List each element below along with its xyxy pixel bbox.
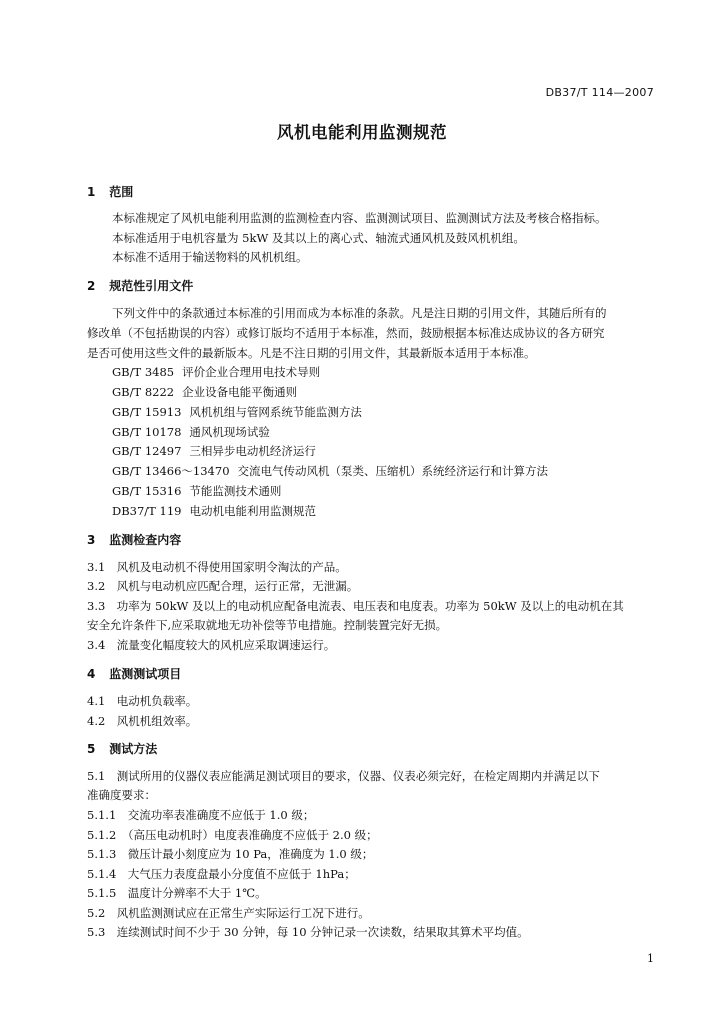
reference-code: GB/T 12497 bbox=[112, 444, 182, 458]
clause-line: 5.2 风机监测测试应在正常生产实际运行工况下进行。 bbox=[87, 906, 370, 920]
reference-item bbox=[112, 503, 316, 519]
clause-line: 3.3 功率为 50kW 及以上的电动机应配备电流表、电压表和电度表。功率为 50kW 及以上的电动机在其 bbox=[87, 599, 624, 613]
page-title: 风机电能利用监测规范 bbox=[277, 123, 447, 142]
reference-name: 节能监测技术通则 bbox=[189, 484, 282, 498]
reference-name: 评价企业合理用电技术导则 bbox=[182, 365, 321, 379]
refs-intro-line-1: 下列文件中的条款通过本标准的引用而成为本标准的条款。凡是注日期的引用文件，其随后所有的 bbox=[112, 306, 607, 320]
section-title: 监测测试项目 bbox=[109, 667, 182, 681]
clause-line: 5.1 测试所用的仪器仪表应能满足测试项目的要求，仪器、仪表必须完好，在检定周期内并满足以下 bbox=[87, 769, 600, 783]
reference-name: 交流电气传动风机（泵类、压缩机）系统经济运行和计算方法 bbox=[237, 464, 549, 478]
clause-line: 3.4 流量变化幅度较大的风机应采取调速运行。 bbox=[87, 638, 336, 652]
scope-line-1: 本标准规定了风机电能利用监测的监测检查内容、监测测试项目、监测测试方法及考核合格指标。 bbox=[112, 211, 607, 225]
section-title: 测试方法 bbox=[109, 742, 158, 756]
reference-code: GB/T 8222 bbox=[112, 385, 175, 399]
clause-line: 5.3 连续测试时间不少于 30 分钟，每 10 分钟记录一次读数，结果取其算术平均值。 bbox=[87, 925, 529, 939]
reference-item bbox=[112, 384, 297, 400]
reference-name: 风机机组与管网系统节能监测方法 bbox=[189, 405, 362, 419]
clause-line: 安全允许条件下,应采取就地无功补偿等节电措施。控制装置完好无损。 bbox=[87, 618, 448, 632]
scope-line-2: 本标准适用于电机容量为 5kW 及其以上的离心式、轴流式通风机及鼓风机机组。 bbox=[112, 231, 525, 245]
clause-line: 5.1.5 温度计分辨率不大于 1℃。 bbox=[87, 886, 267, 900]
standard-code: DB37/T 114—2007 bbox=[545, 86, 654, 99]
clause-line: 3.2 风机与电动机应匹配合理，运行正常，无泄漏。 bbox=[87, 579, 359, 593]
clause-line: 5.1.1 交流功率表准确度不应低于 1.0 级； bbox=[87, 808, 315, 822]
reference-code: GB/T 13466～13470 bbox=[112, 464, 230, 478]
section-2-heading bbox=[87, 277, 193, 294]
section-1-heading bbox=[87, 183, 133, 200]
section-number: 5 bbox=[87, 742, 96, 756]
section-title: 规范性引用文件 bbox=[109, 279, 194, 293]
section-number: 3 bbox=[87, 533, 96, 547]
clause-line: 5.1.4 大气压力表度盘最小分度值不应低于 1hPa； bbox=[87, 867, 356, 881]
reference-item bbox=[112, 364, 320, 380]
clause-line: 4.2 风机机组效率。 bbox=[87, 714, 198, 728]
clause-line: 5.1.3 微压计最小刻度应为 10 Pa，准确度为 1.0 级； bbox=[87, 847, 374, 861]
reference-name: 三相异步电动机经济运行 bbox=[189, 444, 316, 458]
section-title: 范围 bbox=[109, 185, 134, 199]
reference-item bbox=[112, 443, 316, 459]
section-number: 4 bbox=[87, 667, 96, 681]
reference-code: GB/T 10178 bbox=[112, 425, 182, 439]
section-number: 1 bbox=[87, 185, 96, 199]
clause-line: 准确度要求： bbox=[87, 788, 156, 802]
reference-item bbox=[112, 424, 270, 440]
reference-code: GB/T 15913 bbox=[112, 405, 182, 419]
section-4-heading bbox=[87, 665, 181, 682]
reference-item bbox=[112, 483, 281, 499]
reference-code: GB/T 15316 bbox=[112, 484, 182, 498]
page-number: 1 bbox=[647, 952, 654, 965]
clause-line: 5.1.2 （高压电动机时）电度表准确度不应低于 2.0 级； bbox=[87, 828, 378, 842]
reference-name: 通风机现场试验 bbox=[189, 425, 270, 439]
section-title: 监测检查内容 bbox=[109, 533, 182, 547]
reference-item bbox=[112, 463, 548, 479]
reference-code: GB/T 3485 bbox=[112, 365, 175, 379]
reference-name: 电动机电能利用监测规范 bbox=[189, 504, 316, 518]
refs-intro-line-2: 修改单（不包括勘误的内容）或修订版均不适用于本标准，然而，鼓励根据本标准达成协议的各方研究 bbox=[87, 326, 605, 340]
reference-name: 企业设备电能平衡通则 bbox=[182, 385, 298, 399]
section-3-heading bbox=[87, 531, 181, 548]
refs-intro-line-3: 是否可使用这些文件的最新版本。凡是不注日期的引用文件，其最新版本适用于本标准。 bbox=[87, 346, 536, 360]
section-5-heading bbox=[87, 740, 157, 757]
scope-line-3: 本标准不适用于输送物料的风机机组。 bbox=[112, 250, 308, 264]
reference-code: DB37/T 119 bbox=[112, 504, 182, 518]
clause-line: 4.1 电动机负载率。 bbox=[87, 694, 198, 708]
section-number: 2 bbox=[87, 279, 96, 293]
clause-line: 3.1 风机及电动机不得使用国家明令淘汰的产品。 bbox=[87, 560, 347, 574]
reference-item bbox=[112, 404, 362, 420]
